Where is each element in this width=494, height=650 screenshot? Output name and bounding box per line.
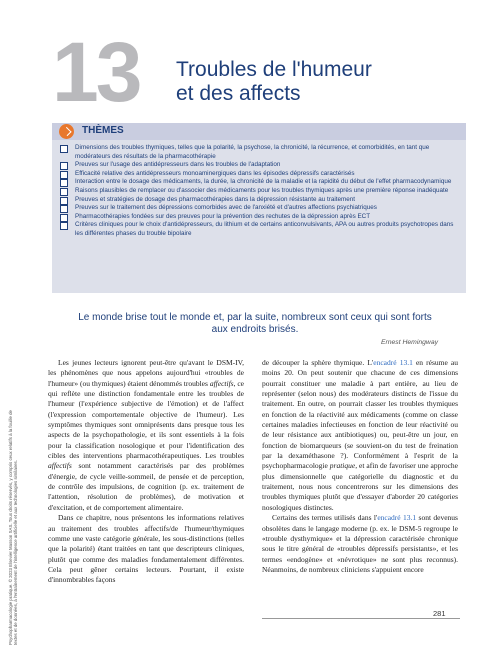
body-paragraph: Dans ce chapitre, nous présentons les informations relatives au traitement des troubles affectifs/de l'humeur/thymiques comme une vaste catégorie générale, les sous-distinctions (telles que la polarité) étant traitées en tant que descripteurs cliniques, plutôt que comme des maladies fondamentalement différentes. Cela peut gêner certains lecteurs. Pourtant, il existe d'innombrables façons [48, 513, 244, 585]
themes-heading: THÈMES [82, 125, 124, 136]
themes-item [60, 178, 460, 187]
page-number: 281 [433, 609, 446, 618]
themes-item-text: Efficacité relative des antidépresseurs monoaminergiques dans les épisodes dépressifs caractérisés [75, 169, 355, 177]
themes-item [60, 161, 460, 170]
themes-item-text: Critères cliniques pour le choix d'antidépresseurs, du lithium et de certains anticonvulsivants, APA ou autres produits psychotropes dans les différentes phases du trouble bipolaire [75, 221, 454, 237]
themes-header [52, 123, 466, 140]
themes-item [60, 221, 460, 238]
themes-item [60, 213, 460, 222]
chapter-title-line1: Troubles de l'humeur [176, 58, 372, 81]
themes-item [60, 204, 460, 213]
themes-box [52, 123, 466, 293]
box-reference-link[interactable]: encadré 13.1 [373, 358, 413, 367]
themes-item-text: Dimensions des troubles thymiques, telles que la polarité, la psychose, la chronicité, la récurrence, et comorbidités, en tant que modérateurs des résultats de la pharmacothérapie [75, 144, 430, 160]
epigraph-quote: Le monde brise tout le monde et, par la suite, nombreux sont ceux qui sont forts aux endroits brisés. [78, 312, 432, 335]
footer-divider [262, 618, 460, 619]
themes-item-text: Preuves et stratégies de dosage des pharmacothérapies dans la dépression résistante au traitement [75, 195, 356, 203]
themes-item-text: Interaction entre le dosage des médicaments, la durée, la chronicité de la maladie et la rapidité du début de l'effet pharmacodynamique [75, 178, 452, 186]
themes-item-text: Preuves sur le traitement des dépressions comorbides avec de l'anxiété et d'autres affections psychiatriques [75, 204, 377, 212]
chapter-number: 13 [52, 25, 140, 119]
body-column-right [262, 358, 458, 575]
body-paragraph: Les jeunes lecteurs ignorent peut-être qu'avant le DSM-IV, les phénomènes que nous appelons aujourd'hui «troubles de l'humeur» (ou thymiques) étaient dénommés troubles affectifs, ce qui reflète une distinction fondamentale entre les troubles de l'humeur (l'expérience subjective de l'émotion) et de l'affect (l'expression comportementale objective de l'humeur). Les symptômes thymiques sont omniprésents dans presque tous les aspects de la psychopathologie, et ils sont essentiels à la fois pour la classification nosologique et pour l'identification des cibles des interventions pharmacothérapeutiques. Les troubles affectifs sont notamment caractérisés par des problèmes d'énergie, de cycle veille-sommeil, de pensée et de perception, de contrôle des impulsions, de cognition (p. ex. traitement de l'attention, résolution de problèmes), de motivation et d'excitation, et de comportement alimentaire. [48, 358, 244, 512]
box-reference-link[interactable]: encadré 13.1 [377, 513, 417, 523]
themes-item [60, 144, 460, 161]
themes-item-text: Preuves sur l'usage des antidépresseurs dans les troubles de l'adaptation [75, 161, 281, 169]
themes-item [60, 196, 460, 205]
body-paragraph: de découper la sphère thymique. L'encadré 13.1 en résume au moins 20. On peut soutenir que chacune de ces dimensions pourrait constituer une maladie à part entière, au lieu de représenter (selon nous) des modérateurs distincts de l'issue du traitement. En outre, on pourrait classer les troubles thymiques en fonction de la réactivité aux médicaments (comme on classe certaines maladies infectieuses en fonction de leur réactivité ou de leur résistance aux antibiotiques) ou, peut-être un jour, en fonction de biomarqueurs (se souvient-on du test de freination par la dexaméthasone ?). Conformément à l'esprit de la psychopharmacologie pratique, et afin de favoriser une approche plus dimensionnelle que catégorielle du diagnostic et du traitement, nous nous concentrerons sur les dimensions des troubles thymiques plutôt que d'essayer d'aborder 20 catégories nosologiques distinctes. [262, 358, 458, 512]
body-paragraph: Certains des termes utilisés dans l'encadré 13.1 sont devenus obsolètes dans le langage moderne (p. ex. le DSM-5 regroupe le «trouble dysthymique» et la dépression caractérisée chronique sous le titre général de «troubles dépressifs persistants», et les termes «endogène» et «névrotique» ne sont plus reconnus). Néanmoins, de nombreux cliniciens s'appuient encore [262, 513, 458, 574]
chapter-title [176, 58, 372, 106]
copyright-text: Psychopharmacologie pratique. © 2023 Elsevier Masson SAS. Tous droits réservés, y compris ceux relatifs à la fouille de textes et de données, à l'entraînement de l'intelligence artificielle et aux technologies similaires. [8, 410, 18, 645]
copyright-side-note [8, 400, 17, 645]
themes-item-text: Pharmacothérapies fondées sur des preuves pour la prévention des rechutes de la dépression après ECT [75, 212, 371, 220]
themes-item-text: Raisons plausibles de remplacer ou d'associer des médicaments pour les troubles thymiques après une première réponse inadéquate [75, 186, 449, 194]
checkbox-icon[interactable] [60, 222, 68, 230]
checkmark-circle-icon [59, 124, 74, 139]
body-column-left [48, 358, 244, 586]
themes-list [52, 140, 466, 239]
checkbox-icon[interactable] [60, 145, 68, 153]
chapter-title-line2: et des affects [176, 82, 301, 105]
epigraph-author: Ernest Hemingway [380, 339, 438, 346]
themes-item [60, 170, 460, 179]
themes-item [60, 187, 460, 196]
